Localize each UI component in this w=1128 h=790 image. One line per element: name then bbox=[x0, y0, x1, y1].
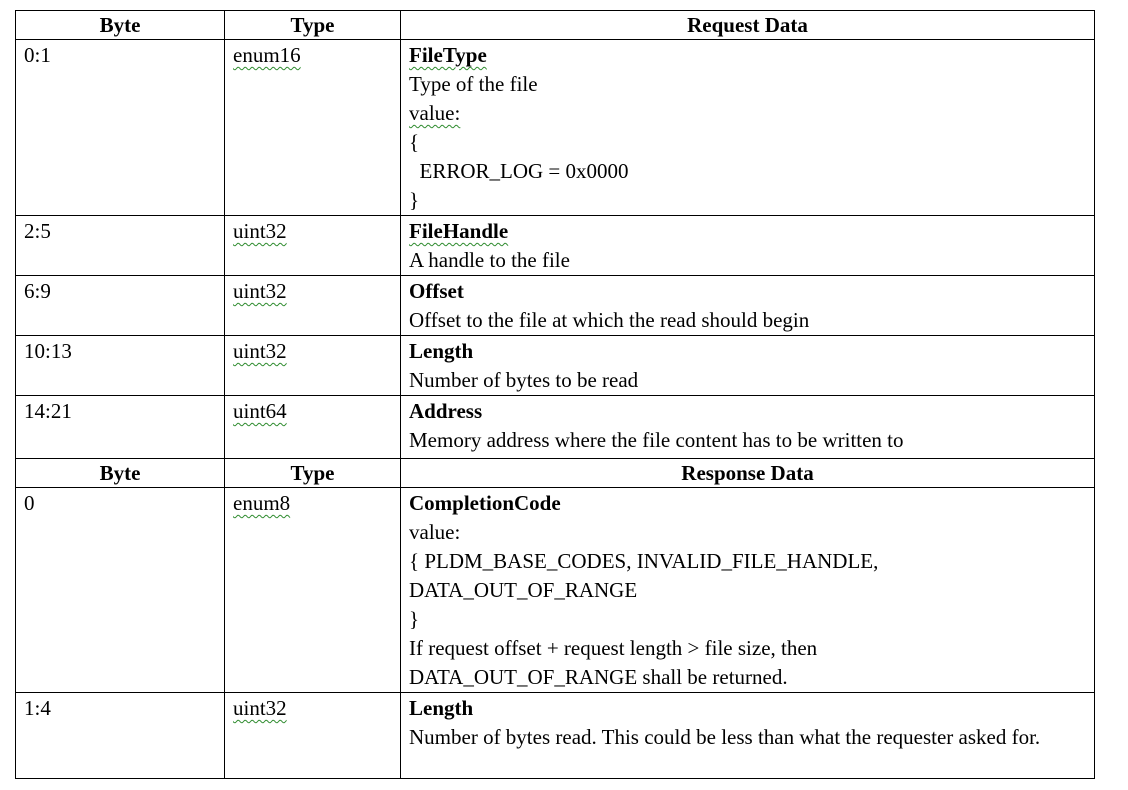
field-desc-line: Type of the file bbox=[409, 72, 538, 96]
request-header-row bbox=[16, 11, 1095, 40]
table-row bbox=[16, 276, 1095, 336]
type-cell: uint32 bbox=[225, 276, 401, 336]
table-row bbox=[16, 40, 1095, 216]
field-desc-line: value: bbox=[409, 101, 461, 125]
table-row bbox=[16, 336, 1095, 396]
table-row bbox=[16, 396, 1095, 459]
data-cell bbox=[401, 40, 1095, 216]
header-byte: Byte bbox=[16, 11, 225, 40]
type-cell: uint32 bbox=[225, 693, 401, 779]
type-cell: uint64 bbox=[225, 396, 401, 459]
type-cell: enum8 bbox=[225, 488, 401, 693]
byte-cell: 2:5 bbox=[16, 216, 225, 276]
byte-cell: 14:21 bbox=[16, 396, 225, 459]
byte-cell: 0 bbox=[16, 488, 225, 693]
field-desc-line: Number of bytes to be read bbox=[409, 368, 639, 392]
field-name: Length bbox=[409, 696, 474, 720]
data-cell bbox=[401, 216, 1095, 276]
table-row bbox=[16, 216, 1095, 276]
field-name: CompletionCode bbox=[409, 491, 561, 515]
field-name: Offset bbox=[409, 279, 464, 303]
byte-cell: 0:1 bbox=[16, 40, 225, 216]
byte-cell: 10:13 bbox=[16, 336, 225, 396]
data-cell bbox=[401, 336, 1095, 396]
field-name: FileType bbox=[409, 43, 487, 67]
header-response-data: Response Data bbox=[401, 459, 1095, 488]
data-cell bbox=[401, 488, 1095, 693]
type-cell: uint32 bbox=[225, 336, 401, 396]
table-row bbox=[16, 488, 1095, 693]
field-desc-line: Offset to the file at which the read should begin bbox=[409, 308, 810, 332]
data-cell bbox=[401, 693, 1095, 779]
field-name: FileHandle bbox=[409, 219, 509, 243]
pldm-read-file-table bbox=[15, 10, 1095, 779]
field-desc-line: DATA_OUT_OF_RANGE shall be returned. bbox=[409, 665, 788, 689]
field-desc-line: value: bbox=[409, 520, 461, 544]
field-desc-line: } bbox=[409, 607, 420, 631]
field-desc-line: { PLDM_BASE_CODES, INVALID_FILE_HANDLE, bbox=[409, 549, 879, 573]
field-desc-line: Number of bytes read. This could be less than what the requester asked for. bbox=[409, 725, 1041, 749]
table-row bbox=[16, 693, 1095, 779]
byte-cell: 1:4 bbox=[16, 693, 225, 779]
field-desc-line: Memory address where the file content has to be written to bbox=[409, 428, 904, 452]
field-name: Length bbox=[409, 339, 474, 363]
byte-cell: 6:9 bbox=[16, 276, 225, 336]
header-request-data: Request Data bbox=[401, 11, 1095, 40]
header-type: Type bbox=[225, 11, 401, 40]
response-header-row bbox=[16, 459, 1095, 488]
data-cell bbox=[401, 396, 1095, 459]
header-byte: Byte bbox=[16, 459, 225, 488]
data-cell bbox=[401, 276, 1095, 336]
field-desc-line: } bbox=[409, 188, 420, 212]
field-desc-line: A handle to the file bbox=[409, 248, 570, 272]
header-type: Type bbox=[225, 459, 401, 488]
type-cell: enum16 bbox=[225, 40, 401, 216]
field-name: Address bbox=[409, 399, 483, 423]
field-desc-line: { bbox=[409, 130, 420, 154]
type-cell: uint32 bbox=[225, 216, 401, 276]
field-desc-line: ERROR_LOG = 0x0000 bbox=[409, 159, 629, 183]
field-desc-line: DATA_OUT_OF_RANGE bbox=[409, 578, 638, 602]
field-desc-line: If request offset + request length > file size, then bbox=[409, 636, 818, 660]
